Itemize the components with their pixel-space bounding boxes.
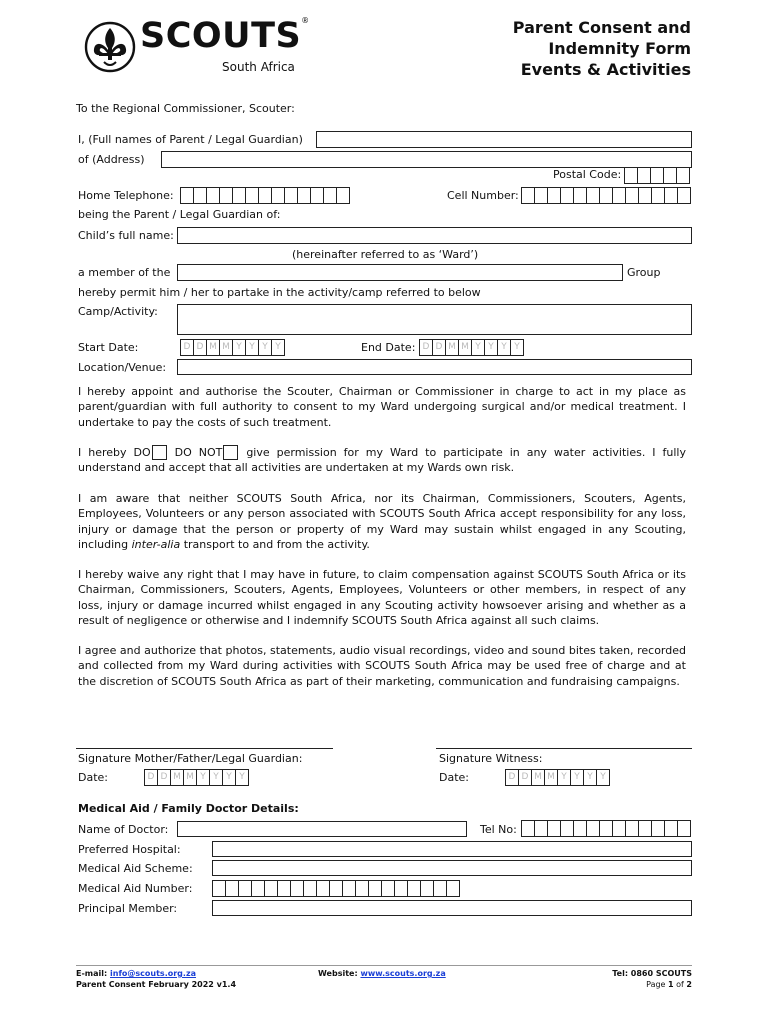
footer-doc-version: Parent Consent February 2022 v1.4 xyxy=(76,980,237,989)
end-date-input[interactable]: D D M M Y Y Y Y xyxy=(419,339,524,356)
liability-paragraph: I am aware that neither SCOUTS South Africa, nor its Chairman, Commissioners, Scouters, Agents, Employees, Volunteers or any person associated with SCOUTS South Africa accept responsibility for any loss, injury or damage that the person or property of my Ward may sustain whilst engaged in any Scouting, including inter-alia transport to and from the activity. xyxy=(78,492,686,551)
permit-statement: hereby permit him / her to partake in the activity/camp referred to below xyxy=(78,286,481,299)
doctor-name-input[interactable] xyxy=(177,821,467,837)
medical-heading: Medical Aid / Family Doctor Details: xyxy=(78,802,299,815)
witness-signature-line[interactable] xyxy=(436,748,692,749)
postal-code-input[interactable] xyxy=(624,167,690,184)
water-activities-paragraph: I hereby DO DO NOT give permission for my Ward to participate in any water activities. I fully understand and accept that all activities are undertaken at my Wards own risk. xyxy=(78,446,686,475)
guardian-date-label: Date: xyxy=(78,771,108,784)
principal-member-label: Principal Member: xyxy=(78,902,178,915)
camp-activity-label: Camp/Activity: xyxy=(78,305,158,318)
child-name-label: Child’s full name: xyxy=(78,229,174,242)
start-date-input[interactable]: D D M M Y Y Y Y xyxy=(180,339,285,356)
hospital-input[interactable] xyxy=(212,841,692,857)
start-date-label: Start Date: xyxy=(78,341,139,354)
logo-name: SCOUTS® xyxy=(140,16,310,56)
page-number: Page 1 of 2 xyxy=(646,980,692,989)
witness-signature-label: Signature Witness: xyxy=(439,752,543,765)
home-telephone-label: Home Telephone: xyxy=(78,189,174,202)
member-of-label: a member of the xyxy=(78,266,171,279)
being-parent-label: being the Parent / Legal Guardian of: xyxy=(78,208,281,221)
home-telephone-input[interactable] xyxy=(180,187,350,204)
parent-name-input[interactable] xyxy=(316,131,692,148)
medical-aid-scheme-label: Medical Aid Scheme: xyxy=(78,862,193,875)
cell-number-input[interactable] xyxy=(521,187,691,204)
witness-date-input[interactable]: D D M M Y Y Y Y xyxy=(505,769,610,786)
group-label: Group xyxy=(627,266,661,279)
email-link[interactable]: info@scouts.org.za xyxy=(110,969,196,978)
guardian-signature-label: Signature Mother/Father/Legal Guardian: xyxy=(78,752,303,765)
medical-aid-number-label: Medical Aid Number: xyxy=(78,882,193,895)
footer-website: Website: www.scouts.org.za xyxy=(318,969,446,978)
location-input[interactable] xyxy=(177,359,692,375)
ward-note: (hereinafter referred to as ‘Ward’) xyxy=(292,248,479,261)
addressee: To the Regional Commissioner, Scouter: xyxy=(76,102,295,115)
logo-subtitle: South Africa xyxy=(222,60,295,74)
title-line-3: Events & Activities xyxy=(520,60,691,79)
medical-consent-paragraph: I hereby appoint and authorise the Scouter, Chairman or Commissioner in charge to act in my place as parent/guardian with full authority to consent to my Ward undergoing surgical and/or medical treatment. I undertake to pay the costs of such treatment. xyxy=(78,385,686,429)
location-label: Location/Venue: xyxy=(78,361,167,374)
footer-divider xyxy=(76,965,692,966)
logo xyxy=(84,16,314,76)
address-input[interactable] xyxy=(161,151,692,168)
footer-email: E-mail: info@scouts.org.za xyxy=(76,969,196,978)
title-line-2: Indemnity Form xyxy=(548,39,691,58)
fleur-de-lis-icon xyxy=(84,20,136,76)
medical-aid-scheme-input[interactable] xyxy=(212,860,692,876)
do-not-checkbox[interactable] xyxy=(223,445,238,460)
medical-aid-number-input[interactable] xyxy=(212,880,460,897)
title-line-1: Parent Consent and xyxy=(512,18,691,37)
do-checkbox[interactable] xyxy=(152,445,167,460)
guardian-date-input[interactable]: D D M M Y Y Y Y xyxy=(144,769,249,786)
principal-member-input[interactable] xyxy=(212,900,692,916)
logo-registered-mark: ® xyxy=(301,16,310,25)
guardian-signature-line[interactable] xyxy=(76,748,333,749)
doctor-tel-label: Tel No: xyxy=(480,823,517,836)
child-name-input[interactable] xyxy=(177,227,692,244)
parent-name-label: I, (Full names of Parent / Legal Guardian) xyxy=(78,133,303,146)
hospital-label: Preferred Hospital: xyxy=(78,843,181,856)
doctor-tel-input[interactable] xyxy=(521,820,691,837)
witness-date-label: Date: xyxy=(439,771,469,784)
camp-activity-input[interactable] xyxy=(177,304,692,335)
footer-tel: Tel: 0860 SCOUTS xyxy=(612,969,692,978)
form-title xyxy=(513,17,691,80)
website-link[interactable]: www.scouts.org.za xyxy=(360,969,446,978)
postal-code-label: Postal Code: xyxy=(553,168,622,181)
address-label: of (Address) xyxy=(78,153,145,166)
waiver-paragraph: I hereby waive any right that I may have in future, to claim compensation against SCOUTS South Africa or its Chairman, Commissioners, Scouters, Agents, Employees, Volunteers or other members, in respect of any loss, injury or damage incurred whilst engaged in any Scouting activity howsoever arising and whether as a result of negligence or otherwise and I indemnify SCOUTS South Africa against all such claims. xyxy=(78,568,686,627)
doctor-name-label: Name of Doctor: xyxy=(78,823,169,836)
media-consent-paragraph: I agree and authorize that photos, statements, audio visual recordings, video and sound bites taken, recorded and collected from my Ward during activities with SCOUTS South Africa may be used free of charge and at the discretion of SCOUTS South Africa as part of their marketing, communication and fundraising campaigns. xyxy=(78,644,686,688)
cell-number-label: Cell Number: xyxy=(447,189,519,202)
end-date-label: End Date: xyxy=(361,341,416,354)
group-input[interactable] xyxy=(177,264,623,281)
